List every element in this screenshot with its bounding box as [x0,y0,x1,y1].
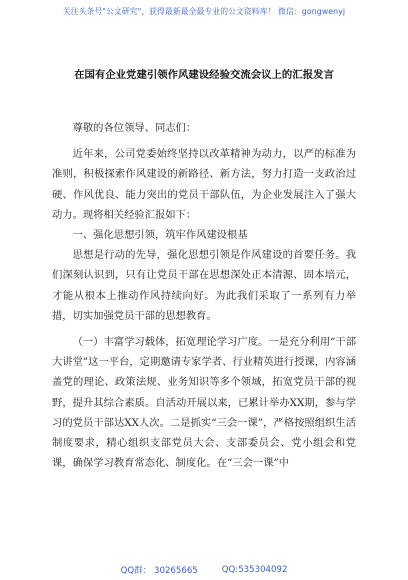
promo-banner [0,0,408,22]
document-body [52,118,356,473]
salutation: 尊敬的各位领导、同志们： [72,122,197,134]
body-paragraph: （一）丰富学习载体，拓宽理论学习广度。一是充分利用“干部大讲堂”这一平台，定期邀请专家学者、行业精英进行授课，内容涵盖党的理论、政策法规、业务知识等多个领域，拓宽党员干部的视野，提升其综合素质。自活动开展以来，已累计举办XX期，参与学习的党员干部达XX人次。二是抓实“三会一课”，严格按照组织生活制度要求，精心组织支部党员大会、支部委员会、党小组会和党课，确保学习教育常态化、制度化。在“三会一课”中 [52,336,356,470]
document-title: 在国有企业党建引领作风建设经验交流会议上的汇报发言 [74,69,334,81]
qq-number-text: QQ:535304092 [221,565,288,575]
contact-footer [0,560,408,580]
section-heading: 一、强化思想引领，筑牢作风建设根基 [72,229,248,242]
body-paragraph: 思想是行动的先导，强化思想引领是作风建设的首要任务。我们深刻认识到，只有让党员干部在思想深处正本清源、固本培元，才能从根本上推动作风持续向好。为此我们采取了一系列有力举措，切实加强党员干部的思想教育。 [52,249,356,322]
qq-group-text: QQ群： 30265665 [120,566,198,576]
banner-text: 关注头条号"公文研究"，获得最新最全最专业的公文资料库！ 微信：gongwenyj [62,6,346,16]
body-paragraph: 近年来，公司党委始终坚持以改革精神为动力，以严的标准为准则，积极探索作风建设的新路径、新方法，努力打造一支政治过硬、作风优良、能力突出的党员干部队伍，为企业发展注入了强大动力。现将相关经验汇报如下： [52,148,356,221]
